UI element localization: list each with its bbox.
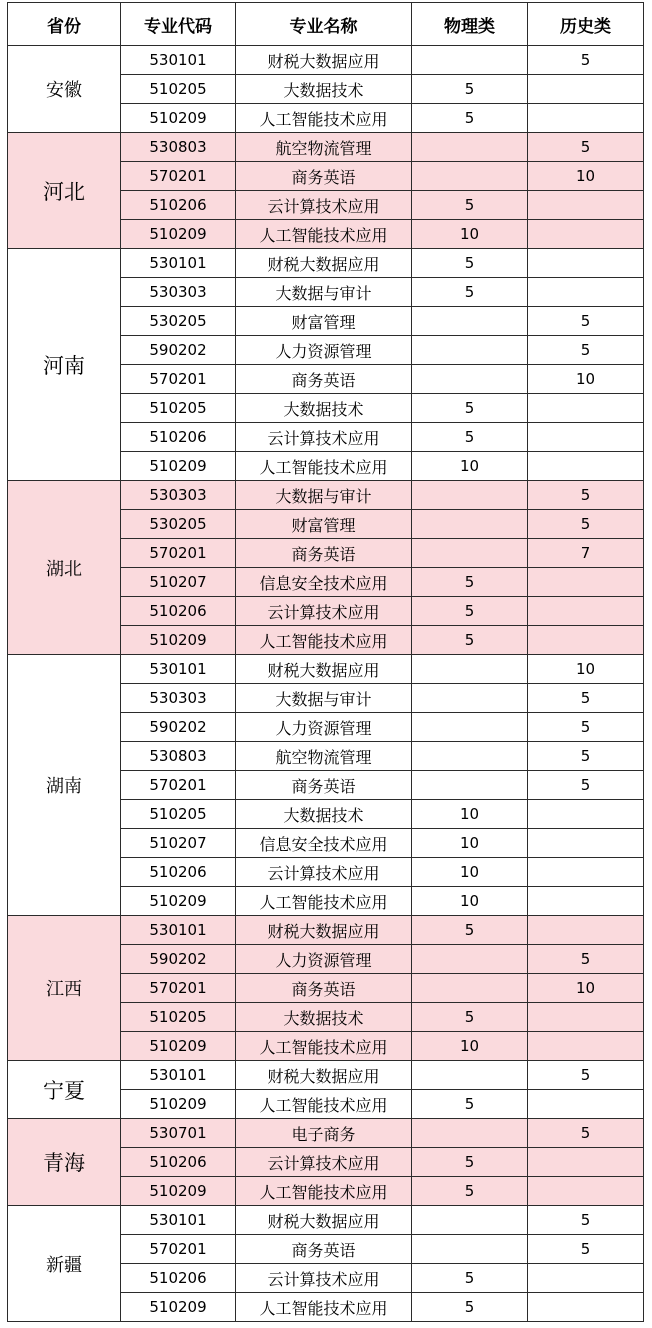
- history-quota-cell: [528, 104, 644, 133]
- history-quota-cell: [528, 1003, 644, 1032]
- physics-quota-cell: 5: [412, 278, 528, 307]
- history-quota-cell: 10: [528, 655, 644, 684]
- header-major-name: 专业名称: [236, 3, 412, 46]
- major-name-cell: 云计算技术应用: [236, 423, 412, 452]
- major-name-cell: 大数据技术: [236, 800, 412, 829]
- physics-quota-cell: 10: [412, 829, 528, 858]
- history-quota-cell: 5: [528, 1119, 644, 1148]
- history-quota-cell: 5: [528, 1061, 644, 1090]
- physics-quota-cell: 5: [412, 597, 528, 626]
- table-body: [8, 46, 644, 1322]
- header-province: 省份: [8, 3, 121, 46]
- header-row: [8, 3, 644, 46]
- major-name-cell: 大数据与审计: [236, 684, 412, 713]
- province-cell: 河北: [8, 133, 121, 249]
- table-row: [8, 249, 644, 278]
- physics-quota-cell: 5: [412, 394, 528, 423]
- physics-quota-cell: 5: [412, 249, 528, 278]
- major-name-cell: 航空物流管理: [236, 133, 412, 162]
- history-quota-cell: 5: [528, 742, 644, 771]
- history-quota-cell: [528, 800, 644, 829]
- physics-quota-cell: 10: [412, 220, 528, 249]
- major-name-cell: 商务英语: [236, 771, 412, 800]
- history-quota-cell: [528, 887, 644, 916]
- history-quota-cell: [528, 597, 644, 626]
- physics-quota-cell: [412, 539, 528, 568]
- physics-quota-cell: 5: [412, 104, 528, 133]
- province-cell: 新疆: [8, 1206, 121, 1322]
- major-code-cell: 510205: [121, 1003, 236, 1032]
- physics-quota-cell: 5: [412, 75, 528, 104]
- physics-quota-cell: [412, 713, 528, 742]
- major-name-cell: 人工智能技术应用: [236, 1177, 412, 1206]
- major-code-cell: 510207: [121, 829, 236, 858]
- history-quota-cell: [528, 1148, 644, 1177]
- table-row: [8, 1119, 644, 1148]
- physics-quota-cell: 5: [412, 1177, 528, 1206]
- history-quota-cell: [528, 858, 644, 887]
- table-row: [8, 133, 644, 162]
- history-quota-cell: [528, 191, 644, 220]
- major-code-cell: 510209: [121, 1177, 236, 1206]
- major-code-cell: 590202: [121, 336, 236, 365]
- table-row: [8, 1206, 644, 1235]
- table-row: [8, 1061, 644, 1090]
- major-code-cell: 510205: [121, 394, 236, 423]
- major-code-cell: 530803: [121, 742, 236, 771]
- major-name-cell: 财税大数据应用: [236, 249, 412, 278]
- major-code-cell: 530701: [121, 1119, 236, 1148]
- major-code-cell: 590202: [121, 945, 236, 974]
- physics-quota-cell: [412, 655, 528, 684]
- province-cell: 湖北: [8, 481, 121, 655]
- major-name-cell: 商务英语: [236, 365, 412, 394]
- major-code-cell: 530303: [121, 481, 236, 510]
- history-quota-cell: 5: [528, 713, 644, 742]
- physics-quota-cell: [412, 1061, 528, 1090]
- enrollment-table: [7, 2, 644, 1322]
- history-quota-cell: 5: [528, 771, 644, 800]
- major-code-cell: 510206: [121, 423, 236, 452]
- major-code-cell: 570201: [121, 365, 236, 394]
- major-name-cell: 电子商务: [236, 1119, 412, 1148]
- physics-quota-cell: [412, 945, 528, 974]
- major-name-cell: 云计算技术应用: [236, 1264, 412, 1293]
- province-cell: 江西: [8, 916, 121, 1061]
- major-name-cell: 人力资源管理: [236, 336, 412, 365]
- major-code-cell: 510206: [121, 1148, 236, 1177]
- physics-quota-cell: [412, 162, 528, 191]
- physics-quota-cell: 10: [412, 800, 528, 829]
- table-row: [8, 655, 644, 684]
- physics-quota-cell: 5: [412, 423, 528, 452]
- history-quota-cell: 5: [528, 336, 644, 365]
- major-code-cell: 570201: [121, 974, 236, 1003]
- major-code-cell: 590202: [121, 713, 236, 742]
- major-code-cell: 510205: [121, 800, 236, 829]
- history-quota-cell: [528, 1264, 644, 1293]
- major-code-cell: 530101: [121, 1206, 236, 1235]
- major-name-cell: 财税大数据应用: [236, 1061, 412, 1090]
- major-name-cell: 商务英语: [236, 162, 412, 191]
- major-name-cell: 大数据技术: [236, 1003, 412, 1032]
- physics-quota-cell: 5: [412, 1264, 528, 1293]
- major-name-cell: 人工智能技术应用: [236, 1090, 412, 1119]
- major-code-cell: 530303: [121, 278, 236, 307]
- history-quota-cell: 5: [528, 684, 644, 713]
- major-code-cell: 510205: [121, 75, 236, 104]
- history-quota-cell: 10: [528, 365, 644, 394]
- header-major-code: 专业代码: [121, 3, 236, 46]
- major-code-cell: 570201: [121, 539, 236, 568]
- history-quota-cell: 5: [528, 1206, 644, 1235]
- table-row: [8, 481, 644, 510]
- province-cell: 宁夏: [8, 1061, 121, 1119]
- physics-quota-cell: 5: [412, 626, 528, 655]
- physics-quota-cell: [412, 133, 528, 162]
- history-quota-cell: 10: [528, 974, 644, 1003]
- major-name-cell: 云计算技术应用: [236, 858, 412, 887]
- major-name-cell: 人力资源管理: [236, 713, 412, 742]
- history-quota-cell: [528, 278, 644, 307]
- major-code-cell: 530101: [121, 916, 236, 945]
- major-name-cell: 财税大数据应用: [236, 916, 412, 945]
- major-name-cell: 人力资源管理: [236, 945, 412, 974]
- physics-quota-cell: [412, 1235, 528, 1264]
- physics-quota-cell: 5: [412, 191, 528, 220]
- history-quota-cell: 5: [528, 133, 644, 162]
- major-code-cell: 510209: [121, 626, 236, 655]
- physics-quota-cell: [412, 684, 528, 713]
- physics-quota-cell: [412, 365, 528, 394]
- header-physics: 物理类: [412, 3, 528, 46]
- physics-quota-cell: [412, 1206, 528, 1235]
- major-code-cell: 530101: [121, 655, 236, 684]
- major-code-cell: 510206: [121, 191, 236, 220]
- province-cell: 河南: [8, 249, 121, 481]
- major-code-cell: 510206: [121, 858, 236, 887]
- history-quota-cell: [528, 1177, 644, 1206]
- major-name-cell: 大数据技术: [236, 394, 412, 423]
- major-code-cell: 510209: [121, 887, 236, 916]
- major-name-cell: 人工智能技术应用: [236, 626, 412, 655]
- physics-quota-cell: [412, 510, 528, 539]
- physics-quota-cell: 5: [412, 1148, 528, 1177]
- major-name-cell: 人工智能技术应用: [236, 887, 412, 916]
- major-code-cell: 530205: [121, 307, 236, 336]
- history-quota-cell: 10: [528, 162, 644, 191]
- major-code-cell: 510207: [121, 568, 236, 597]
- history-quota-cell: 5: [528, 481, 644, 510]
- physics-quota-cell: 10: [412, 1032, 528, 1061]
- history-quota-cell: [528, 1293, 644, 1322]
- physics-quota-cell: 5: [412, 916, 528, 945]
- physics-quota-cell: [412, 481, 528, 510]
- major-code-cell: 510209: [121, 1293, 236, 1322]
- history-quota-cell: 5: [528, 510, 644, 539]
- major-code-cell: 570201: [121, 1235, 236, 1264]
- major-code-cell: 510209: [121, 452, 236, 481]
- physics-quota-cell: 5: [412, 1003, 528, 1032]
- history-quota-cell: [528, 423, 644, 452]
- history-quota-cell: 7: [528, 539, 644, 568]
- major-name-cell: 商务英语: [236, 539, 412, 568]
- table-row: [8, 46, 644, 75]
- physics-quota-cell: 10: [412, 887, 528, 916]
- major-code-cell: 510209: [121, 220, 236, 249]
- major-name-cell: 商务英语: [236, 1235, 412, 1264]
- history-quota-cell: [528, 916, 644, 945]
- history-quota-cell: [528, 394, 644, 423]
- major-name-cell: 云计算技术应用: [236, 1148, 412, 1177]
- physics-quota-cell: [412, 307, 528, 336]
- major-name-cell: 人工智能技术应用: [236, 1293, 412, 1322]
- history-quota-cell: [528, 1032, 644, 1061]
- major-name-cell: 财富管理: [236, 307, 412, 336]
- major-code-cell: 530101: [121, 1061, 236, 1090]
- physics-quota-cell: 10: [412, 858, 528, 887]
- major-name-cell: 航空物流管理: [236, 742, 412, 771]
- physics-quota-cell: [412, 1119, 528, 1148]
- major-code-cell: 570201: [121, 771, 236, 800]
- history-quota-cell: [528, 829, 644, 858]
- physics-quota-cell: 5: [412, 1293, 528, 1322]
- major-code-cell: 510206: [121, 1264, 236, 1293]
- physics-quota-cell: 10: [412, 452, 528, 481]
- major-name-cell: 财税大数据应用: [236, 1206, 412, 1235]
- major-code-cell: 530205: [121, 510, 236, 539]
- major-code-cell: 570201: [121, 162, 236, 191]
- history-quota-cell: [528, 626, 644, 655]
- major-name-cell: 人工智能技术应用: [236, 452, 412, 481]
- major-name-cell: 财税大数据应用: [236, 46, 412, 75]
- major-code-cell: 510206: [121, 597, 236, 626]
- major-name-cell: 人工智能技术应用: [236, 104, 412, 133]
- major-name-cell: 商务英语: [236, 974, 412, 1003]
- header-history: 历史类: [528, 3, 644, 46]
- major-name-cell: 大数据与审计: [236, 481, 412, 510]
- province-cell: 湖南: [8, 655, 121, 916]
- major-code-cell: 510209: [121, 1032, 236, 1061]
- province-cell: 安徽: [8, 46, 121, 133]
- physics-quota-cell: [412, 336, 528, 365]
- physics-quota-cell: [412, 742, 528, 771]
- major-name-cell: 云计算技术应用: [236, 191, 412, 220]
- history-quota-cell: [528, 75, 644, 104]
- history-quota-cell: [528, 568, 644, 597]
- physics-quota-cell: [412, 974, 528, 1003]
- major-code-cell: 510209: [121, 104, 236, 133]
- major-name-cell: 财富管理: [236, 510, 412, 539]
- history-quota-cell: [528, 249, 644, 278]
- major-name-cell: 人工智能技术应用: [236, 1032, 412, 1061]
- major-code-cell: 530303: [121, 684, 236, 713]
- major-name-cell: 信息安全技术应用: [236, 568, 412, 597]
- physics-quota-cell: 5: [412, 1090, 528, 1119]
- major-name-cell: 大数据与审计: [236, 278, 412, 307]
- history-quota-cell: 5: [528, 307, 644, 336]
- history-quota-cell: 5: [528, 945, 644, 974]
- province-cell: 青海: [8, 1119, 121, 1206]
- major-code-cell: 530101: [121, 46, 236, 75]
- major-code-cell: 510209: [121, 1090, 236, 1119]
- major-name-cell: 云计算技术应用: [236, 597, 412, 626]
- history-quota-cell: [528, 220, 644, 249]
- history-quota-cell: 5: [528, 1235, 644, 1264]
- history-quota-cell: [528, 452, 644, 481]
- major-code-cell: 530803: [121, 133, 236, 162]
- history-quota-cell: [528, 1090, 644, 1119]
- major-name-cell: 人工智能技术应用: [236, 220, 412, 249]
- table-row: [8, 916, 644, 945]
- major-name-cell: 大数据技术: [236, 75, 412, 104]
- history-quota-cell: 5: [528, 46, 644, 75]
- physics-quota-cell: 5: [412, 568, 528, 597]
- table-header: [8, 3, 644, 46]
- major-name-cell: 财税大数据应用: [236, 655, 412, 684]
- major-code-cell: 530101: [121, 249, 236, 278]
- physics-quota-cell: [412, 46, 528, 75]
- physics-quota-cell: [412, 771, 528, 800]
- major-name-cell: 信息安全技术应用: [236, 829, 412, 858]
